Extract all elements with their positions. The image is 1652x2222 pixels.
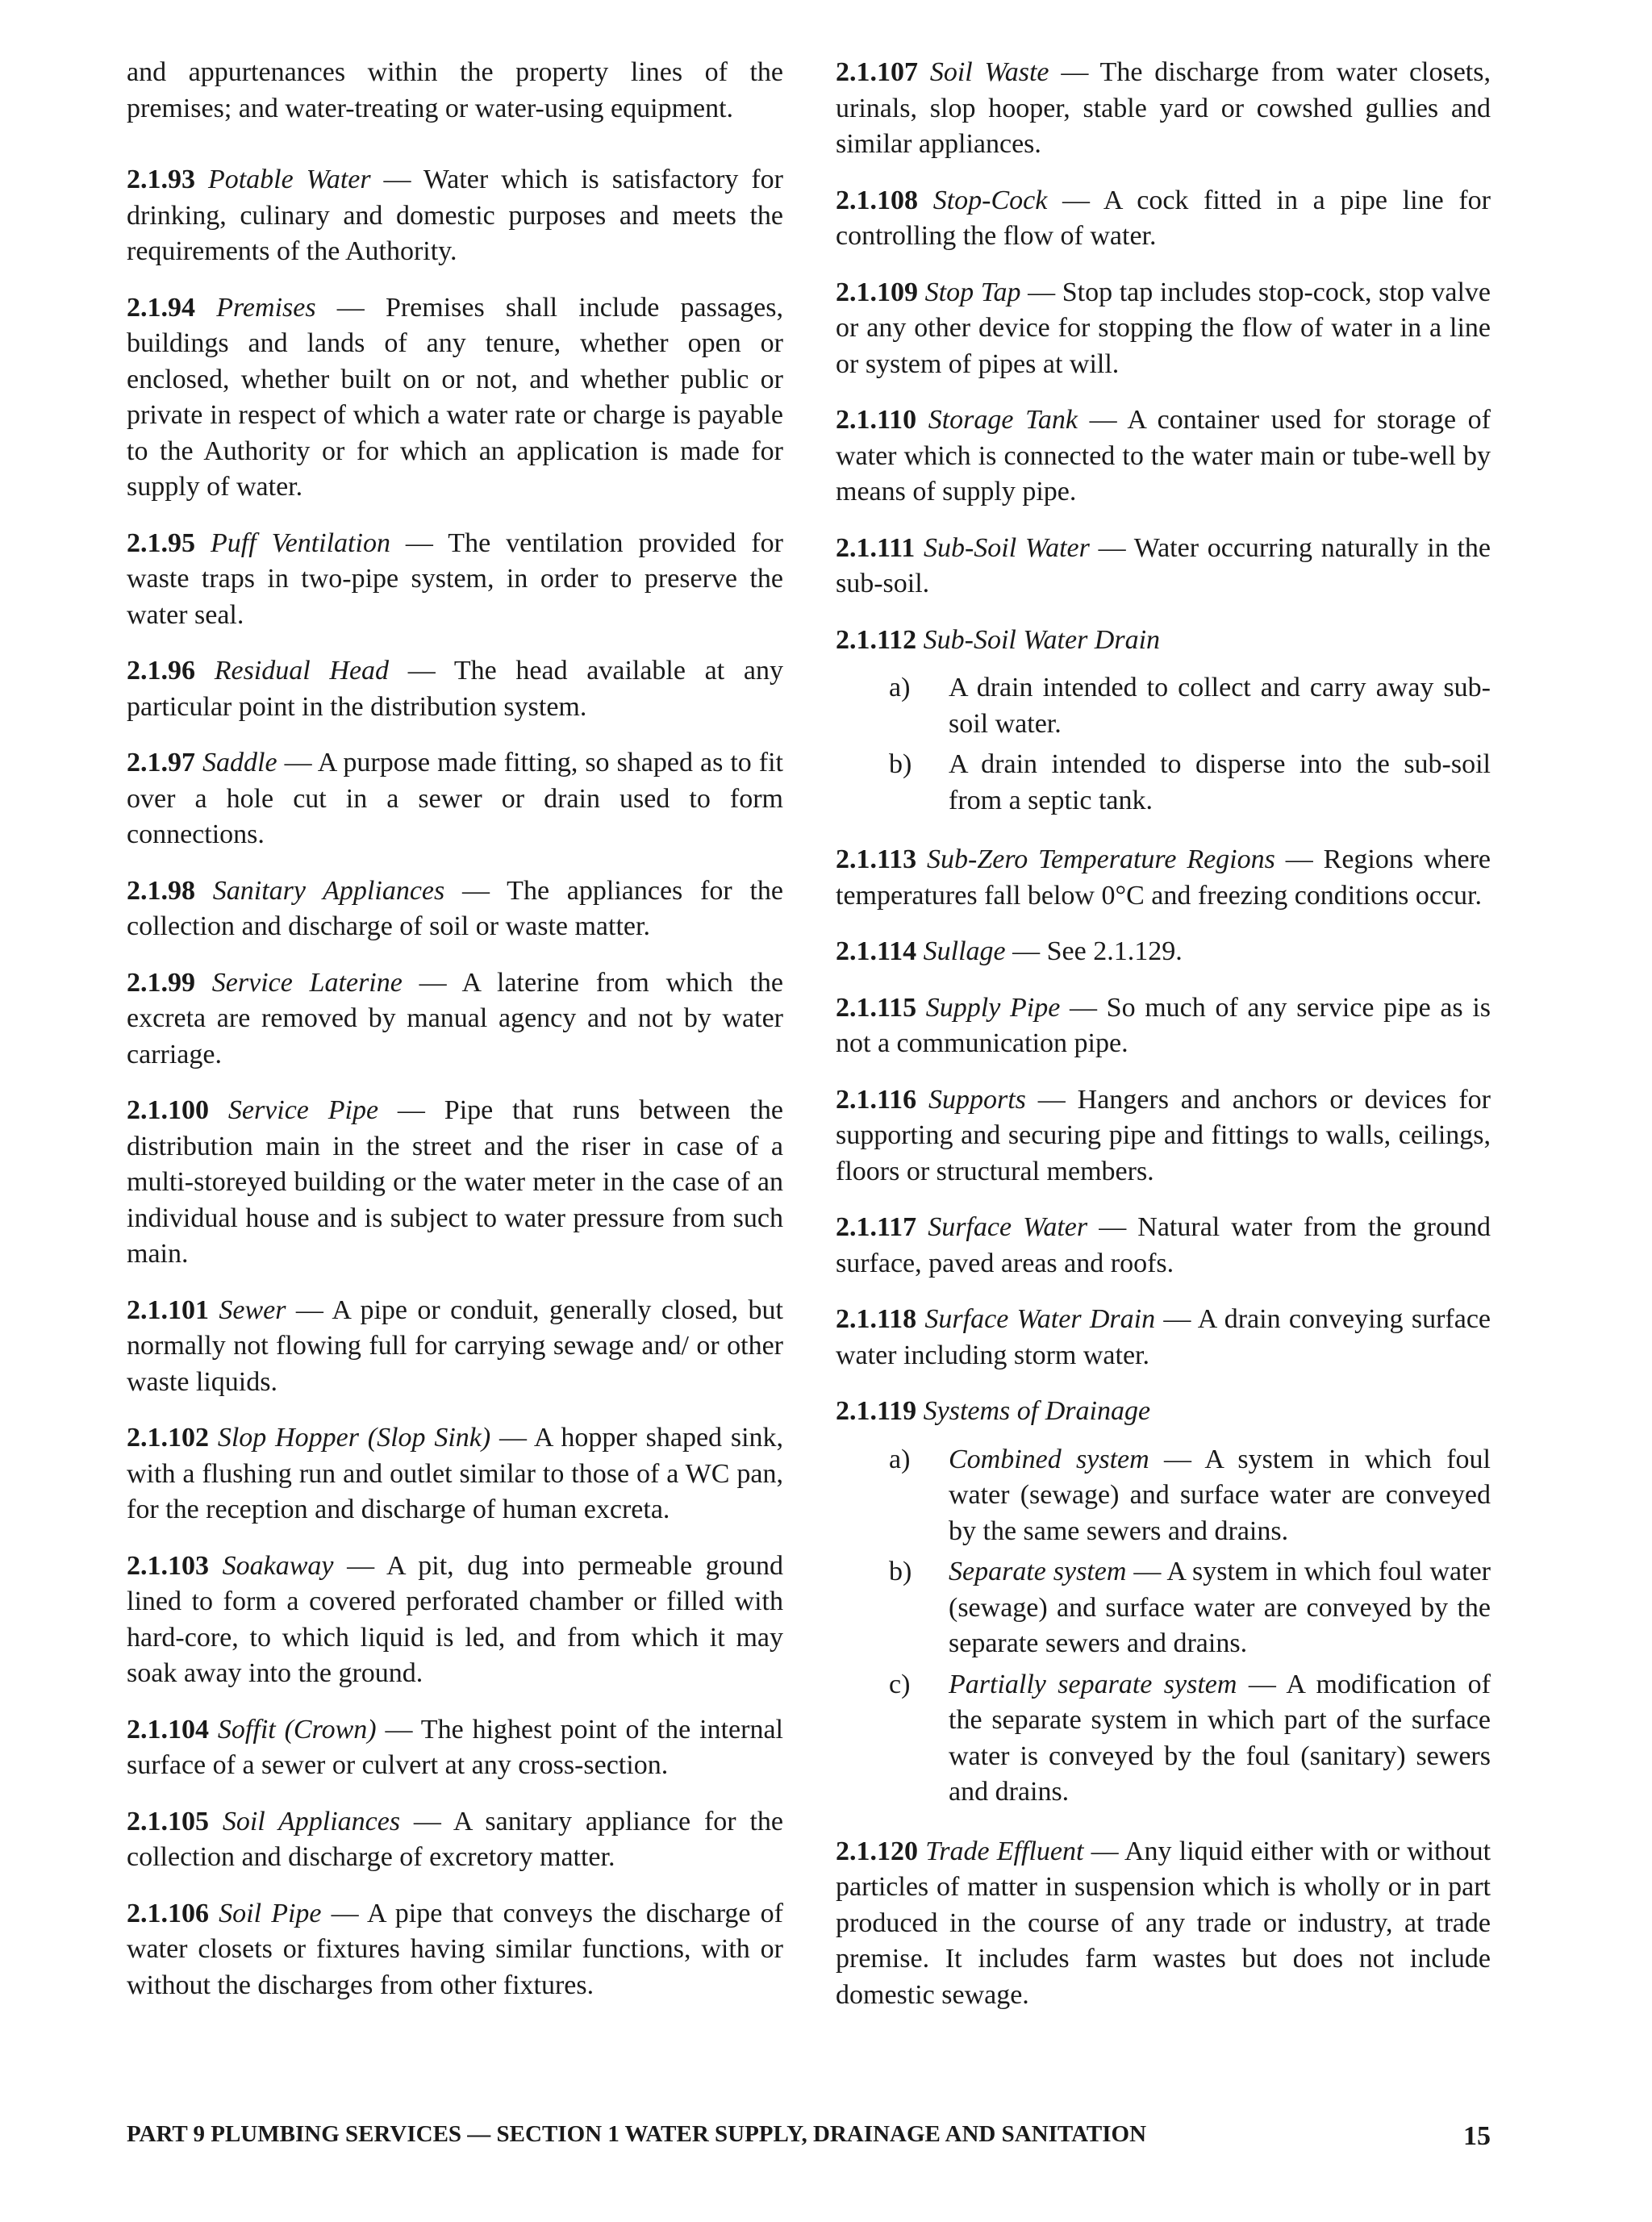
clause-number: 2.1.97 (127, 748, 195, 777)
defined-term: Stop-Cock (932, 185, 1048, 215)
definition-entry: 2.1.118 Surface Water Drain — A drain conveying surface water including storm water. (836, 1304, 1491, 1370)
sub-item-list (836, 670, 1491, 819)
clause-number: 2.1.98 (127, 875, 195, 906)
definition-entry (836, 1394, 1491, 1430)
sub-item-term: Separate system (949, 1557, 1127, 1586)
sub-item-text: A system in which foul water (sewage) and surface water are conveyed by the same sewers and drains. (949, 1444, 1491, 1546)
sub-item-body: Partially separate system — A modification of the separate system in which part of the surface water is conveyed by the foul (sanitary) sewers and drains. (949, 1669, 1491, 1807)
sub-item-body: Combined system — A system in which foul water (sewage) and surface water are conveyed by the same sewers and drains. (949, 1444, 1491, 1546)
definition-text: Water which is satisfactory for drinking, culinary and domestic purposes and meets the requirements of the Authority. (127, 165, 784, 266)
continued-text (127, 55, 783, 127)
definition-text: The appliances for the collection and discharge of soil or waste matter. (127, 875, 784, 941)
definition-entry: 2.1.120 Trade Effluent — Any liquid either with or without particles of matter in suspension which is wholly or in part produced in the course of any trade or industry, at trade premise. It includes farm wastes but does not include domestic sewage. (836, 1836, 1491, 2010)
defined-term: Trade Effluent (925, 1836, 1084, 1866)
sub-item-text: A system in which foul water (sewage) and surface water are conveyed by the separate sewers and drains. (949, 1557, 1491, 1658)
definition-text: Premises shall include passages, buildings and lands of any tenure, whether open or enclosed, whether built on or not, and whether public or private in respect of which a water rate or charge is payable to the Authority or for which an application is made for supply of water. (127, 292, 784, 502)
sub-item-text: A modification of the separate system in which part of the surface water is conveyed by the foul (sanitary) sewers and drains. (949, 1669, 1491, 1807)
defined-term: Soakaway (222, 1550, 334, 1581)
definition-text: Stop tap includes stop-cock, stop valve or any other device for stopping the flow of water in a line or system of pipes at will. (836, 277, 1491, 379)
definition-entry: 2.1.107 Soil Waste — The discharge from water closets, urinals, slop hooper, stable yard or cowshed gullies and similar appliances. (836, 57, 1491, 159)
definition-text: Pipe that runs between the distribution main in the street and the riser in case of a multi-storeyed building or the water meter in the case of an individual house and is subject to water pressure from such main. (127, 1095, 783, 1269)
definition-entry: 2.1.109 Stop Tap — Stop tap includes stop-cock, stop valve or any other device for stopping the flow of water in a line or system of pipes at will. (836, 277, 1491, 379)
definition-text: Water occurring naturally in the sub-soil. (836, 532, 1491, 598)
definition-entry: 2.1.108 Stop-Cock — A cock fitted in a pipe line for controlling the flow of water. (836, 185, 1491, 251)
sub-item (836, 670, 1491, 742)
defined-term: Service Pipe (227, 1095, 379, 1125)
sub-item-label: b) (889, 1557, 912, 1586)
definition-text: A sanitary appliance for the collection and discharge of excretory matter. (127, 1806, 784, 1872)
definition-entry: 2.1.110 Storage Tank — A container used for storage of water which is connected to the water main or tube-well by means of supply pipe. (836, 405, 1491, 507)
definition-entry: 2.1.105 Soil Appliances — A sanitary appliance for the collection and discharge of excretory matter. (127, 1806, 784, 1872)
sub-item (836, 747, 1491, 819)
definition-entry: 2.1.95 Puff Ventilation — The ventilation provided for waste traps in two-pipe system, in order to preserve the water seal. (127, 527, 784, 630)
definition-text: So much of any service pipe as is not a communication pipe. (836, 992, 1491, 1058)
definition-entry: 2.1.97 Saddle — A purpose made fitting, so shaped as to fit over a hole cut in a sewer or drain used to form connections. (127, 748, 784, 849)
page-footer (127, 2121, 1491, 2152)
definition-entry: 2.1.115 Supply Pipe — So much of any service pipe as is not a communication pipe. (836, 992, 1491, 1058)
running-title: PART 9 PLUMBING SERVICES — SECTION 1 WATER SUPPLY, DRAINAGE AND SANITATION (127, 2121, 1147, 2147)
clause-number: 2.1.116 (836, 1084, 917, 1115)
definition-entry: 2.1.98 Sanitary Appliances — The appliances for the collection and discharge of soil or waste matter. (127, 875, 784, 941)
defined-term: Surface Water Drain (924, 1304, 1156, 1334)
clause-number: 2.1.113 (836, 844, 917, 874)
sub-item-body (949, 670, 1491, 742)
sub-item (836, 1667, 1491, 1811)
clause-number: 2.1.120 (836, 1836, 918, 1866)
definition-entry: 2.1.101 Sewer — A pipe or conduit, generally closed, but normally not flowing full for carrying sewage and/ or other waste liquids. (127, 1294, 784, 1397)
definition-entry: 2.1.116 Supports — Hangers and anchors or devices for supporting and securing pipe and fittings to walls, ceilings, floors or structural members. (836, 1084, 1491, 1186)
definition-text: A laterine from which the excreta are removed by manual agency and not by water carriage. (127, 967, 784, 1069)
defined-term: Sullage (923, 936, 1006, 966)
clause-number: 2.1.115 (836, 992, 917, 1023)
sub-item-label: b) (889, 749, 912, 779)
definition-entry: 2.1.100 Service Pipe — Pipe that runs between the distribution main in the street and the riser in case of a multi-storeyed building or the water meter in the case of an individual house and is subject to water pressure from such main. (127, 1095, 783, 1269)
sub-item-body: Separate system — A system in which foul water (sewage) and surface water are conveyed by the separate sewers and drains. (949, 1557, 1491, 1658)
definition-entry: 2.1.104 Soffit (Crown) — The highest point of the internal surface of a sewer or culvert at any cross-section. (127, 1714, 784, 1780)
clause-number: 2.1.105 (127, 1806, 209, 1836)
sub-item-term: Partially separate system (949, 1669, 1237, 1699)
sub-item-text: A drain intended to disperse into the sub-soil from a septic tank. (949, 749, 1491, 815)
clause-number: 2.1.101 (127, 1294, 209, 1325)
sub-item-label: c) (889, 1669, 911, 1699)
defined-term: Puff Ventilation (210, 527, 390, 558)
definition-entry (836, 623, 1491, 659)
clause-number: 2.1.99 (127, 967, 195, 998)
defined-term: Soil Waste (929, 57, 1049, 87)
definition-entry: 2.1.94 Premises — Premises shall include passages, buildings and lands of any tenure, whether open or enclosed, whether built on or not, and whether public or private in respect of which a water rate or charge is payable to the Authority or for which an application is made for supply of water. (127, 292, 784, 502)
definition-text: The highest point of the internal surface of a sewer or culvert at any cross-section. (127, 1714, 784, 1780)
clause-number: 2.1.109 (836, 277, 918, 307)
clause-number: 2.1.119 (836, 1396, 917, 1426)
defined-term: Saddle (202, 748, 277, 777)
defined-term: Surface Water (928, 1212, 1088, 1242)
clause-number: 2.1.94 (127, 292, 195, 323)
definition-entry: 2.1.102 Slop Hopper (Slop Sink) — A hopper shaped sink, with a flushing run and outlet similar to those of a WC pan, for the reception and discharge of human excreta. (127, 1423, 784, 1524)
definition-text: A drain conveying surface water including storm water. (836, 1304, 1491, 1370)
defined-term: Storage Tank (928, 405, 1078, 435)
definition-text: The discharge from water closets, urinals, slop hooper, stable yard or cowshed gullies and similar appliances. (836, 57, 1491, 159)
sub-item (836, 1554, 1491, 1662)
clause-number: 2.1.110 (836, 405, 917, 435)
definition-text: Natural water from the ground surface, paved areas and roofs. (836, 1212, 1491, 1278)
defined-term: Soil Appliances (222, 1806, 401, 1836)
clause-number: 2.1.106 (127, 1898, 209, 1928)
defined-term: Slop Hopper (Slop Sink) (217, 1423, 491, 1453)
clause-number: 2.1.103 (127, 1550, 209, 1581)
definition-text: Any liquid either with or without particles of matter in suspension which is wholly or in part produced in the course of any trade or industry, at trade premise. It includes farm wastes but does not include domestic sewage. (836, 1836, 1491, 2010)
definition-text: and appurtenances within the property lines of the premises; and water-treating or water-using equipment. (127, 57, 783, 123)
clause-number: 2.1.102 (127, 1423, 209, 1453)
clause-number: 2.1.95 (127, 527, 195, 558)
clause-number: 2.1.118 (836, 1304, 917, 1334)
definition-text: A hopper shaped sink, with a flushing run and outlet similar to those of a WC pan, for the reception and discharge of human excreta. (127, 1423, 784, 1524)
definition-entry: 2.1.114 Sullage — See 2.1.129. (836, 936, 1183, 966)
defined-term: Sanitary Appliances (212, 875, 445, 906)
definition-text: The ventilation provided for waste traps in two-pipe system, in order to preserve the water seal. (127, 527, 784, 630)
defined-term: Potable Water (207, 165, 371, 194)
definition-entry: 2.1.96 Residual Head — The head available at any particular point in the distribution system. (127, 656, 783, 722)
sub-item-term: Combined system (949, 1444, 1149, 1474)
definition-text: Regions where temperatures fall below 0°C and freezing conditions occur. (836, 844, 1491, 911)
definition-text: A container used for storage of water which is connected to the water main or tube-well by means of supply pipe. (836, 405, 1491, 507)
definition-entry: 2.1.117 Surface Water — Natural water from the ground surface, paved areas and roofs. (836, 1212, 1491, 1278)
definition-entry: 2.1.106 Soil Pipe — A pipe that conveys the discharge of water closets or fixtures having similar functions, with or without the discharges from other fixtures. (127, 1898, 784, 2000)
definition-entry: 2.1.103 Soakaway — A pit, dug into permeable ground lined to form a covered perforated chamber or filled with hard-core, to which liquid is led, and from which it may soak away into the ground. (127, 1550, 784, 1688)
definition-text: The head available at any particular point in the distribution system. (127, 656, 783, 722)
definition-text: A pipe that conveys the discharge of water closets or fixtures having similar functions, with or without the discharges from other fixtures. (127, 1898, 784, 2000)
clause-number: 2.1.96 (127, 656, 195, 686)
left-column (127, 55, 783, 2024)
clause-number: 2.1.104 (127, 1714, 209, 1745)
clause-number: 2.1.111 (836, 532, 916, 563)
definition-text: Hangers and anchors or devices for supporting and securing pipe and fittings to walls, ceilings, floors or structural members. (836, 1084, 1491, 1186)
defined-term: Soil Pipe (219, 1898, 322, 1928)
sub-item-label: a) (889, 673, 911, 702)
clause-number: 2.1.93 (127, 165, 195, 194)
defined-term: Systems of Drainage (923, 1396, 1151, 1426)
defined-term: Residual Head (214, 656, 390, 686)
clause-number: 2.1.108 (836, 185, 918, 215)
page-number: 15 (1463, 2121, 1491, 2151)
definition-entry: 2.1.93 Potable Water — Water which is satisfactory for drinking, culinary and domestic purposes and meets the requirements of the Authority. (127, 165, 784, 266)
defined-term: Service Laterine (211, 967, 403, 998)
defined-term: Sewer (219, 1294, 286, 1325)
definition-text: A pit, dug into permeable ground lined to form a covered perforated chamber or filled with hard-core, to which liquid is led, and from which it may soak away into the ground. (127, 1550, 784, 1688)
right-column (836, 55, 1491, 2033)
sub-item-body (949, 747, 1491, 819)
clause-number: 2.1.107 (836, 57, 918, 87)
defined-term: Supply Pipe (925, 992, 1061, 1023)
defined-term: Stop Tap (924, 277, 1021, 307)
definition-entry: 2.1.113 Sub-Zero Temperature Regions — Regions where temperatures fall below 0°C and freezing conditions occur. (836, 844, 1491, 911)
definition-text: A cock fitted in a pipe line for controlling the flow of water. (836, 185, 1491, 251)
clause-number: 2.1.112 (836, 624, 917, 655)
defined-term: Sub-Soil Water Drain (923, 624, 1161, 655)
defined-term: Sub-Soil Water (923, 532, 1090, 563)
defined-term: Soffit (Crown) (217, 1714, 377, 1745)
clause-number: 2.1.100 (127, 1095, 209, 1125)
definition-text: See 2.1.129. (1046, 936, 1183, 966)
definition-text: A purpose made fitting, so shaped as to fit over a hole cut in a sewer or drain used to form connections. (127, 748, 784, 849)
defined-term: Premises (216, 292, 316, 323)
defined-term: Supports (928, 1084, 1026, 1115)
defined-term: Sub-Zero Temperature Regions (927, 844, 1275, 874)
definition-text: A pipe or conduit, generally closed, but normally not flowing full for carrying sewage and/ or other waste liquids. (127, 1294, 784, 1397)
sub-item (836, 1442, 1491, 1550)
sub-item-text: A drain intended to collect and carry away sub-soil water. (949, 673, 1491, 739)
definition-entry: 2.1.111 Sub-Soil Water — Water occurring naturally in the sub-soil. (836, 532, 1491, 598)
sub-item-label: a) (889, 1444, 911, 1474)
sub-item-list (836, 1442, 1491, 1811)
clause-number: 2.1.114 (836, 936, 917, 966)
definition-entry: 2.1.99 Service Laterine — A laterine from which the excreta are removed by manual agency and not by water carriage. (127, 967, 784, 1069)
clause-number: 2.1.117 (836, 1212, 917, 1242)
